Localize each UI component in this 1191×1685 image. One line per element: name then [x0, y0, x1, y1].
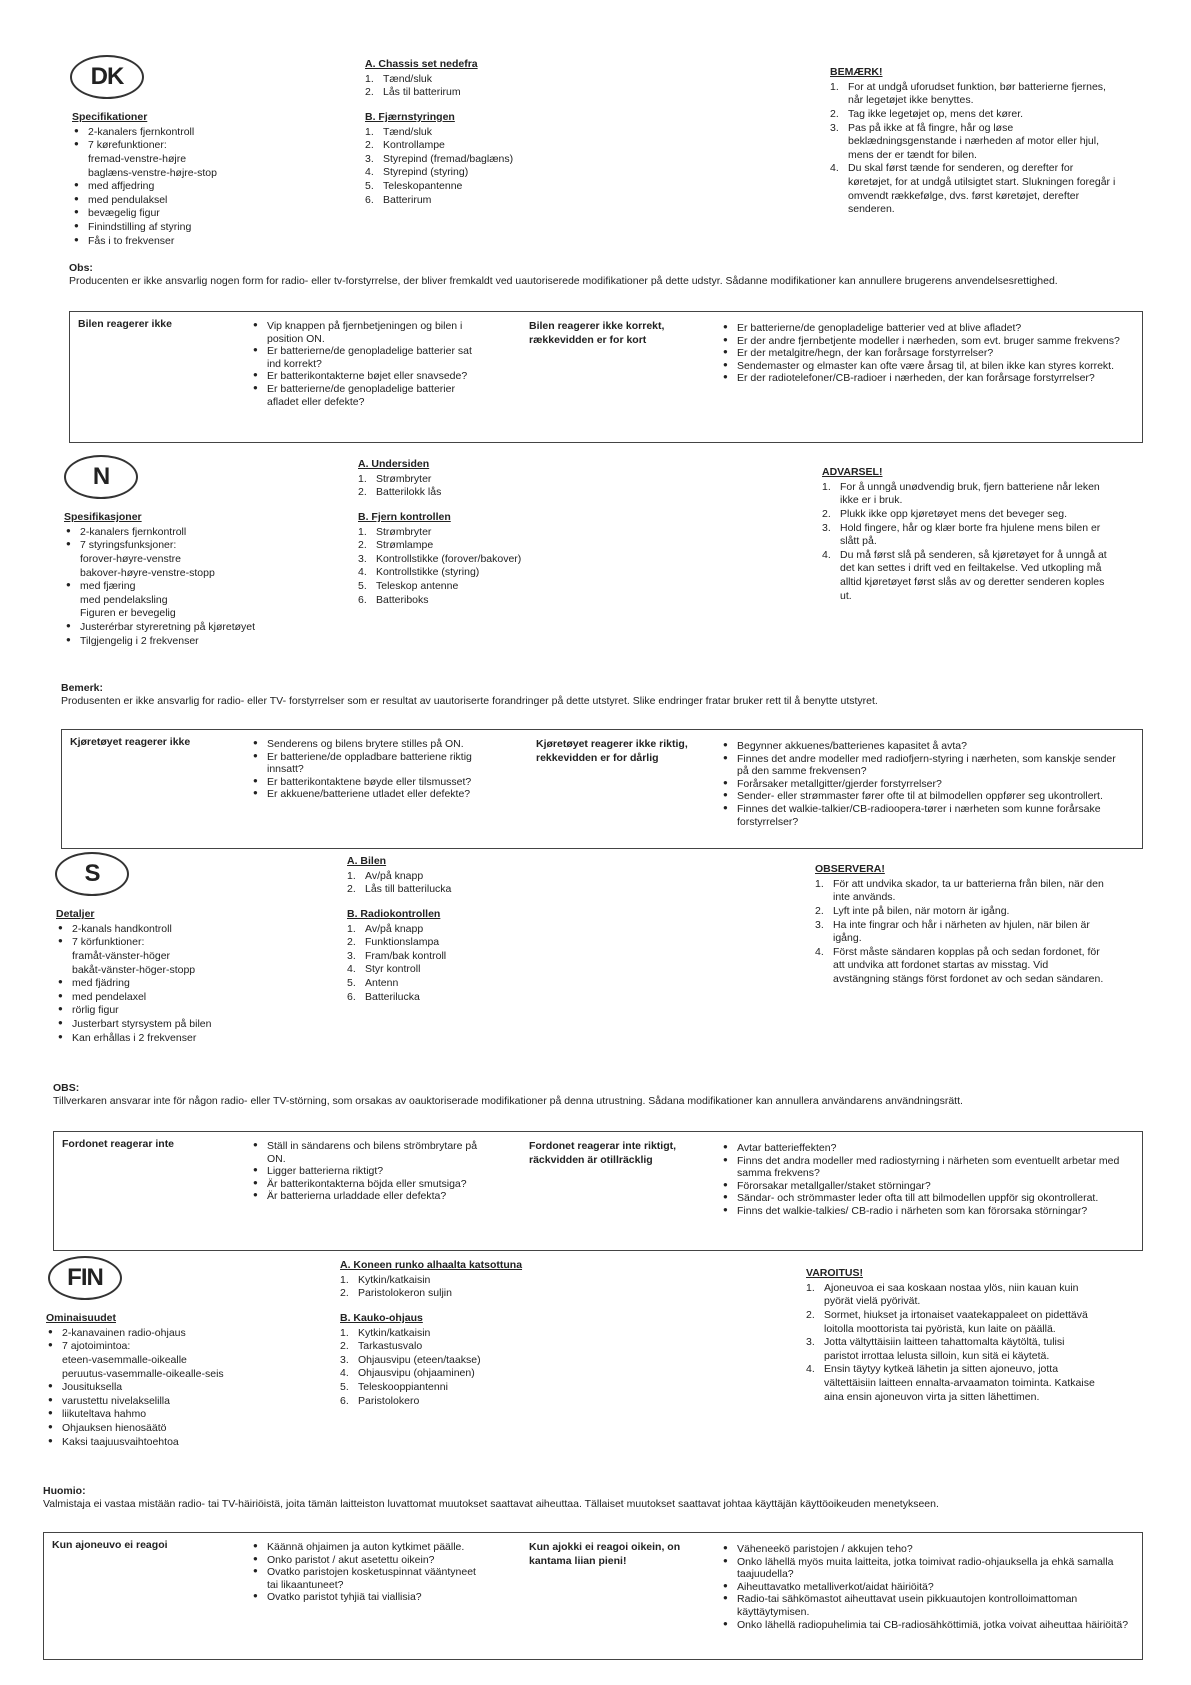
part-item [358, 539, 573, 553]
warning-number: 1. [815, 877, 824, 890]
warning-title: OBSERVERA! [815, 863, 885, 875]
spec-item: ● Kaksi taajuusvaihtoehtoa [46, 1436, 286, 1450]
warning-text: Du må først slå på senderen, så kjøretøyet for å unngå at det kan settes i drift ved en feiltakelse. Ved utkopling må alltid kjøretøyet først slås av og deretter senderen koples ut. [840, 548, 1107, 602]
checklist-item: ● Finns det andra modeller med radiostyrning i närheten som eventuellt arbetar med samma frekvens? [721, 1155, 1130, 1180]
part-item [340, 1395, 555, 1409]
warning-text: Du skal først tænde for senderen, og derefter for køretøjet, for at undgå utilsigtet start. Slukningen foregår i omvendt rækkefølge, dvs. først køretøjet, derefter senderen. [848, 162, 1116, 216]
part-item [365, 194, 580, 208]
checklist-item: ● Sendemaster og elmaster kan ofte være årsag til, at bilen ikke kan styres korrekt. [721, 360, 1130, 373]
part-number: 2. [347, 883, 356, 896]
part-label: Batterilucka [365, 990, 420, 1003]
part-number: 1. [347, 922, 356, 935]
warning-item [815, 905, 1105, 919]
part-label: Funktionslampa [365, 936, 440, 949]
warning [822, 466, 1112, 603]
warning-number: 4. [830, 162, 839, 175]
specifications-list [46, 1327, 286, 1450]
part-number: 2. [340, 1340, 349, 1353]
part-item [340, 1274, 555, 1288]
part-number: 5. [358, 580, 367, 593]
warning-text: Först måste sändaren kopplas på och sedan fordonet, för att undvika att fordonet startas av misstag. Vid avstängning stängs först fordonet av och sedan sändaren. [833, 945, 1104, 986]
checklist-item: ● Onko lähellä myös muita laitteita, jotka toimivat radio-ohjauksella ja ehkä samalla taajuudella? [721, 1556, 1130, 1581]
part-number: 3. [365, 152, 374, 165]
part-number: 2. [365, 86, 374, 99]
checklist-item: ● Senderens og bilens brytere stilles på ON. [251, 738, 486, 751]
country-code-badge: FIN [48, 1256, 122, 1300]
spec-item: ● varustettu nivelakselilla [46, 1395, 286, 1409]
specifications-list [72, 126, 312, 249]
warning-item [806, 1363, 1096, 1404]
part-item [358, 566, 573, 580]
part-item [358, 594, 573, 608]
checklist-item: ● Avtar batterieffekten? [721, 1142, 1130, 1155]
warning-item [830, 81, 1120, 108]
problem-label-1: Fordonet reagerar inte [62, 1138, 175, 1150]
checklist-item: ● Er akkuene/batteriene utladet eller defekte? [251, 788, 486, 801]
parts-b-list [358, 526, 573, 608]
warning-number: 2. [830, 107, 839, 120]
checklist-item: ● Ovatko paristojen kosketuspinnat vääntyneet tai likaantuneet? [251, 1566, 486, 1591]
part-number: 2. [347, 936, 356, 949]
warning [815, 863, 1105, 987]
part-label: Batterirum [383, 193, 432, 206]
warning-number: 2. [806, 1308, 815, 1321]
checklist-item: ● Finns det walkie-talkies/ CB-radio i närheten som kan förorsaka störningar? [721, 1205, 1130, 1218]
parts-b-title: B. Radiokontrollen [347, 907, 441, 920]
parts-list [340, 1259, 555, 1408]
part-item [340, 1340, 555, 1354]
part-label: Fram/bak kontroll [365, 949, 447, 962]
warning-item [815, 878, 1105, 905]
warning-item [806, 1336, 1096, 1363]
warning-number: 4. [815, 945, 824, 958]
spec-item: ● 2-kanalers fjernkontroll [64, 526, 304, 540]
warning-text: For å unngå unødvendig bruk, fjern batteriene når leken ikke er i bruk. [840, 480, 1100, 507]
parts-b-title: B. Kauko-ohjaus [340, 1311, 423, 1324]
part-item [340, 1367, 555, 1381]
part-label: Styr kontroll [365, 963, 421, 976]
checklist-item: ● Är batterikontakterna böjda eller smutsiga? [251, 1178, 486, 1191]
checklist-item: ● Käännä ohjaimen ja auton kytkimet päälle. [251, 1541, 486, 1554]
part-item [347, 963, 562, 977]
parts-b-list [347, 923, 562, 1005]
checklist-item: ● Ligger batterierna riktigt? [251, 1165, 486, 1178]
parts-a-title: A. Chassis set nedefra [365, 58, 478, 70]
warning-number: 4. [806, 1363, 815, 1376]
warning-number: 4. [822, 548, 831, 561]
warning-title: ADVARSEL! [822, 466, 883, 478]
part-item [347, 950, 562, 964]
warning-item [806, 1282, 1096, 1309]
part-item [340, 1287, 555, 1301]
part-label: Paristolokero [358, 1394, 420, 1407]
problem-label-1: Bilen reagerer ikke [78, 318, 172, 330]
part-item [347, 977, 562, 991]
part-item [347, 923, 562, 937]
warning-text: Ha inte fingrar och hår i närheten av hjulen, när bilen är igång. [833, 918, 1090, 945]
parts-a-list [358, 473, 573, 500]
parts-a-title: A. Undersiden [358, 458, 430, 470]
spec-item: ● 7 ajotoimintoa: eteen-vasemmalle-oikealle peruutus-vasemmalle-oikealle-seis [46, 1340, 286, 1381]
part-label: Kytkin/katkaisin [358, 1273, 431, 1286]
specifications-title: Specifikationer [72, 111, 148, 123]
part-label: Strømbryter [376, 525, 432, 538]
specifications [72, 111, 312, 248]
part-number: 3. [347, 949, 356, 962]
spec-item: ● 2-kanals handkontroll [56, 923, 296, 937]
checklist-item: ● Ovatko paristot tyhjiä tai viallisia? [251, 1591, 486, 1604]
part-item [358, 486, 573, 500]
part-item [358, 580, 573, 594]
parts-a-title: A. Koneen runko alhaalta katsottuna [340, 1259, 523, 1271]
warning-number: 2. [815, 904, 824, 917]
checklist-item: ● Sender- eller strømmaster fører ofte til at bilmodellen oppfører seg ukontrollert. [721, 790, 1130, 803]
warning-text: Lyft inte på bilen, när motorn är igång. [833, 904, 1010, 917]
part-item [358, 553, 573, 567]
part-item [358, 473, 573, 487]
note-text: Tillverkaren ansvarar inte för någon radio- eller TV-störning, som orsakas av oauktoriserade modifikationer på denna utrustning. Sådana modifikationer kan annullera användarens användningsrätt. [53, 1095, 963, 1107]
warning-number: 3. [830, 121, 839, 134]
warning-number: 3. [815, 918, 824, 931]
part-label: Kontrollstikke (styring) [376, 566, 480, 579]
part-label: Ohjausvipu (eteen/taakse) [358, 1353, 481, 1366]
specifications [64, 511, 304, 648]
checklist-item: ● Är batterierna urladdade eller defekta? [251, 1190, 486, 1203]
checklist-item: ● Er batterikontaktene bøyde eller tilsmusset? [251, 776, 486, 789]
checklist-2 [721, 322, 1130, 385]
warning-text: Ensin täytyy kytkeä lähetin ja sitten ajoneuvo, jotta vältettäisiin laitteen ennalta-arvaamaton toiminta. Katkaise aina ensin ajoneuvon virta ja sitten lähettimen. [824, 1363, 1095, 1403]
parts-b-title: B. Fjern kontrollen [358, 510, 451, 523]
specifications [56, 908, 296, 1045]
parts-b-list [365, 126, 580, 208]
checklist-item: ● Ställ in sändarens och bilens strömbrytare på ON. [251, 1140, 486, 1165]
specifications-list [56, 923, 296, 1046]
problem-label-2: Kjøretøyet reagerer ikke riktig, rekkevidden er for dårlig [536, 738, 688, 764]
warning-list [815, 878, 1105, 987]
checklist-item: ● Aiheuttavatko metalliverkot/aidat häiriöitä? [721, 1581, 1130, 1594]
warning-title: BEMÆRK! [830, 66, 883, 78]
note-text: Producenten er ikke ansvarlig nogen form for radio- eller tv-forstyrrelse, der bliver fremkaldt ved uautoriserede modifikationer på dette udstyr. Sådanne modifikationer kan annullere brugerens anvendelsesrettighed. [69, 275, 1058, 287]
specifications-title: Ominaisuudet [46, 1312, 117, 1324]
spec-item: ● 2-kanavainen radio-ohjaus [46, 1327, 286, 1341]
part-item [340, 1327, 555, 1341]
parts-b-list [340, 1327, 555, 1409]
part-label: Tænd/sluk [383, 125, 433, 138]
warning-text: Plukk ikke opp kjøretøyet mens det beveger seg. [840, 507, 1068, 520]
parts-a-list [347, 870, 562, 897]
checklist-item: ● Er der metalgitre/hegn, der kan forårsage forstyrrelser? [721, 347, 1130, 360]
parts-list [358, 458, 573, 607]
part-item [340, 1381, 555, 1395]
part-label: Ohjausvipu (ohjaaminen) [358, 1367, 475, 1380]
spec-item: ● rörlig figur [56, 1004, 296, 1018]
checklist-item: ● Forårsaker metallgitter/gjerder forstyrrelser? [721, 778, 1130, 791]
warning-number: 1. [822, 480, 831, 493]
part-number: 4. [347, 963, 356, 976]
part-label: Paristolokeron suljin [358, 1287, 452, 1300]
checklist-item: ● Förorsakar metallgaller/staket störningar? [721, 1180, 1130, 1193]
part-item [365, 180, 580, 194]
checklist-2 [721, 1142, 1130, 1218]
part-label: Tænd/sluk [383, 72, 433, 85]
warning-number: 3. [806, 1336, 815, 1349]
warning-item [830, 162, 1120, 217]
part-item [358, 526, 573, 540]
spec-item: ● Kan erhållas i 2 frekvenser [56, 1032, 296, 1046]
part-item [365, 153, 580, 167]
part-label: Lås till batterilucka [365, 883, 452, 896]
specifications-title: Spesifikasjoner [64, 511, 142, 523]
note-text: Produsenten er ikke ansvarlig for radio- eller TV- forstyrrelser som er resultat av uautoriserte forandringer på dette utstyret. Slike endringer fratar bruker rett til å benytte utstyret. [61, 695, 878, 707]
warning-number: 1. [830, 80, 839, 93]
warning-item [806, 1309, 1096, 1336]
spec-item: ● med fjæring med pendelaksling Figuren er bevegelig [64, 580, 304, 621]
checklist-2 [721, 1543, 1130, 1631]
checklist-item: ● Er batterierne/de genopladelige batterier sat ind korrekt? [251, 345, 486, 370]
checklist-item: ● Finnes det walkie-talkier/CB-radioopera-tører i nærheten som kunne forårsake forstyrrelser? [721, 803, 1130, 828]
checklist-1 [251, 738, 486, 801]
specifications-title: Detaljer [56, 908, 95, 920]
spec-item: ● 7 kørefunktioner: fremad-venstre-højre baglæns-venstre-højre-stop [72, 139, 312, 180]
note-title: Huomio: [43, 1485, 86, 1497]
part-number: 2. [358, 539, 367, 552]
part-label: Kontrollampe [383, 139, 445, 152]
parts-list [347, 855, 562, 1004]
checklist-item: ● Er der andre fjernbetjente modeller i nærheden, som evt. bruger samme frekvens? [721, 335, 1130, 348]
part-label: Strømbryter [376, 472, 432, 485]
spec-item: ● Ohjauksen hienosäätö [46, 1422, 286, 1436]
problem-label-2: Bilen reagerer ikke korrekt, rækkevidden er for kort [529, 320, 665, 346]
warning-item [822, 508, 1112, 522]
part-item [347, 870, 562, 884]
part-item [347, 936, 562, 950]
warning-text: For at undgå uforudset funktion, bør batterierne fjernes, når legetøjet ikke benyttes. [848, 80, 1106, 107]
part-number: 6. [340, 1394, 349, 1407]
parts-a-list [365, 73, 580, 100]
warning-number: 3. [822, 521, 831, 534]
specifications-list [64, 526, 304, 649]
checklist-item: ● Väheneekö paristojen / akkujen teho? [721, 1543, 1130, 1556]
spec-item: ● med pendulaksel [72, 194, 312, 208]
checklist-item: ● Er der radiotelefoner/CB-radioer i nærheden, der kan forårsage forstyrrelser? [721, 372, 1130, 385]
warning [806, 1267, 1096, 1404]
part-item [365, 73, 580, 87]
spec-item: ● Jousituksella [46, 1381, 286, 1395]
troubleshooting-table [61, 729, 1143, 849]
checklist-item: ● Begynner akkuenes/batterienes kapasitet å avta? [721, 740, 1130, 753]
country-code-badge: N [64, 455, 138, 499]
part-label: Av/på knapp [365, 922, 424, 935]
warning-text: Sormet, hiukset ja irtonaiset vaatekappaleet on pidettävä loitolla moottorista tai pyöristä, kun laite on päällä. [824, 1308, 1088, 1335]
spec-item: ● 2-kanalers fjernkontroll [72, 126, 312, 140]
warning-text: Ajoneuvoa ei saa koskaan nostaa ylös, niin kauan kuin pyörät vielä pyörivät. [824, 1281, 1079, 1308]
part-label: Teleskopantenne [383, 180, 463, 193]
spec-item: ● Fås i to frekvenser [72, 235, 312, 249]
country-code-badge: S [55, 852, 129, 896]
problem-label-2: Fordonet reagerar inte riktigt, räckvidden är otillräcklig [529, 1140, 677, 1166]
spec-item: ● med pendelaxel [56, 991, 296, 1005]
problem-label-2: Kun ajokki ei reagoi oikein, on kantama liian pieni! [529, 1541, 681, 1567]
problem-label-1: Kjøretøyet reagerer ikke [70, 736, 191, 748]
part-item [340, 1354, 555, 1368]
part-label: Av/på knapp [365, 869, 424, 882]
part-label: Styrepind (styring) [383, 166, 469, 179]
part-number: 1. [358, 472, 367, 485]
country-code-badge: DK [70, 55, 144, 99]
checklist-item: ● Er batterikontakterne bøjet eller snavsede? [251, 370, 486, 383]
specifications [46, 1312, 286, 1449]
warning-text: Jotta vältyttäisiin laitteen tahattomalta käytöltä, tulisi paristot irrottaa lelusta silloin, kun sitä ei käytetä. [824, 1336, 1065, 1362]
parts-a-title: A. Bilen [347, 855, 387, 867]
part-label: Teleskop antenne [376, 580, 459, 593]
part-label: Kytkin/katkaisin [358, 1326, 431, 1339]
part-label: Batterilokk lås [376, 486, 442, 499]
part-number: 1. [358, 525, 367, 538]
part-label: Antenn [365, 977, 399, 990]
warning-item [822, 522, 1112, 549]
parts-a-list [340, 1274, 555, 1301]
part-number: 2. [365, 139, 374, 152]
part-item [347, 991, 562, 1005]
spec-item: ● Justerbart styrsystem på bilen [56, 1018, 296, 1032]
part-number: 1. [347, 869, 356, 882]
spec-item: ● 7 styringsfunksjoner: forover-høyre-venstre bakover-høyre-venstre-stopp [64, 539, 304, 580]
warning-number: 1. [806, 1281, 815, 1294]
note-title: Obs: [69, 262, 93, 274]
part-number: 2. [340, 1287, 349, 1300]
part-number: 6. [365, 193, 374, 206]
warning-number: 2. [822, 507, 831, 520]
checklist-2 [721, 740, 1130, 828]
part-number: 3. [358, 552, 367, 565]
part-number: 6. [358, 593, 367, 606]
part-number: 1. [340, 1326, 349, 1339]
warning-item [815, 946, 1105, 987]
checklist-1 [251, 1541, 486, 1604]
parts-b-title: B. Fjærnstyringen [365, 110, 455, 123]
warning-item [815, 919, 1105, 946]
checklist-1 [251, 1140, 486, 1203]
troubleshooting-table [53, 1131, 1143, 1251]
checklist-item: ● Onko lähellä radiopuhelimia tai CB-radiosähköttimiä, jotka voivat aiheuttaa häiriöitä? [721, 1619, 1130, 1632]
spec-item: ● Finindstilling af styring [72, 221, 312, 235]
warning-text: Pas på ikke at få fingre, hår og løse beklædningsgenstande i nærheden af motor eller hjul, mens der er tændt for bilen. [848, 121, 1099, 161]
warning-list [822, 481, 1112, 604]
note-title: OBS: [53, 1082, 80, 1094]
part-label: Teleskooppiantenni [358, 1381, 448, 1394]
warning-item [822, 481, 1112, 508]
troubleshooting-table [69, 311, 1143, 443]
warning-title: VAROITUS! [806, 1267, 863, 1279]
part-item [365, 86, 580, 100]
part-label: Kontrollstikke (forover/bakover) [376, 552, 522, 565]
note-title: Bemerk: [61, 682, 104, 694]
warning-item [830, 122, 1120, 163]
spec-item: ● Tilgjengelig i 2 frekvenser [64, 635, 304, 649]
part-number: 4. [340, 1367, 349, 1380]
warning-text: För att undvika skador, ta ur batterierna från bilen, när den inte används. [833, 877, 1104, 904]
part-number: 1. [365, 125, 374, 138]
part-number: 4. [358, 566, 367, 579]
part-item [347, 883, 562, 897]
spec-item: ● Justerérbar styreretning på kjøretøyet [64, 621, 304, 635]
part-number: 5. [347, 977, 356, 990]
checklist-item: ● Er batterierne/de genopladelige batterier ved at blive afladet? [721, 322, 1130, 335]
part-number: 1. [365, 72, 374, 85]
warning-list [806, 1282, 1096, 1405]
part-label: Styrepind (fremad/baglæns) [383, 152, 514, 165]
note-text: Valmistaja ei vastaa mistään radio- tai TV-häiriöistä, joita tämän laitteiston luvattomat muutokset saattavat aiheuttaa. Tällaiset muutokset saattavat johtaa käyttäjän käyttöoikeuden menetykseen. [43, 1498, 939, 1510]
part-item [365, 126, 580, 140]
spec-item: ● liikuteltava hahmo [46, 1408, 286, 1422]
part-number: 2. [358, 486, 367, 499]
checklist-1 [251, 320, 486, 408]
checklist-item: ● Onko paristot / akut asetettu oikein? [251, 1554, 486, 1567]
part-number: 1. [340, 1273, 349, 1286]
warning [830, 66, 1120, 217]
part-label: Lås til batterirum [383, 86, 461, 99]
spec-item: ● med fjädring [56, 977, 296, 991]
spec-item: ● 7 körfunktioner: framåt-vänster-höger bakåt-vänster-höger-stopp [56, 936, 296, 977]
warning-item [822, 549, 1112, 604]
spec-item: ● med affjedring [72, 180, 312, 194]
checklist-item: ● Radio-tai sähkömastot aiheuttavat usein pikkuautojen kontrolloimattoman käyttäytymisen. [721, 1593, 1130, 1618]
part-number: 5. [340, 1381, 349, 1394]
problem-label-1: Kun ajoneuvo ei reagoi [52, 1539, 168, 1551]
checklist-item: ● Sändar- och strömmaster leder ofta till att bilmodellen uppför sig okontrollerat. [721, 1192, 1130, 1205]
troubleshooting-table [43, 1532, 1143, 1660]
checklist-item: ● Er batterierne/de genopladelige batterier afladet eller defekte? [251, 383, 486, 408]
spec-item: ● bevægelig figur [72, 207, 312, 221]
part-label: Strømlampe [376, 539, 434, 552]
checklist-item: ● Er batteriene/de oppladbare batteriene riktig innsatt? [251, 751, 486, 776]
warning-item [830, 108, 1120, 122]
warning-list [830, 81, 1120, 217]
checklist-item: ● Finnes det andre modeller med radiofjern-styring i nærheten, som kanskje sender på den samme frekvensen? [721, 753, 1130, 778]
part-label: Batteriboks [376, 593, 429, 606]
parts-list [365, 58, 580, 207]
part-item [365, 166, 580, 180]
warning-text: Tag ikke legetøjet op, mens det kører. [848, 107, 1024, 120]
part-number: 3. [340, 1353, 349, 1366]
part-number: 5. [365, 180, 374, 193]
part-number: 6. [347, 990, 356, 1003]
checklist-item: ● Vip knappen på fjernbetjeningen og bilen i position ON. [251, 320, 486, 345]
warning-text: Hold fingere, hår og klær borte fra hjulene mens bilen er slått på. [840, 521, 1101, 548]
part-number: 4. [365, 166, 374, 179]
part-item [365, 139, 580, 153]
part-label: Tarkastusvalo [358, 1340, 423, 1353]
